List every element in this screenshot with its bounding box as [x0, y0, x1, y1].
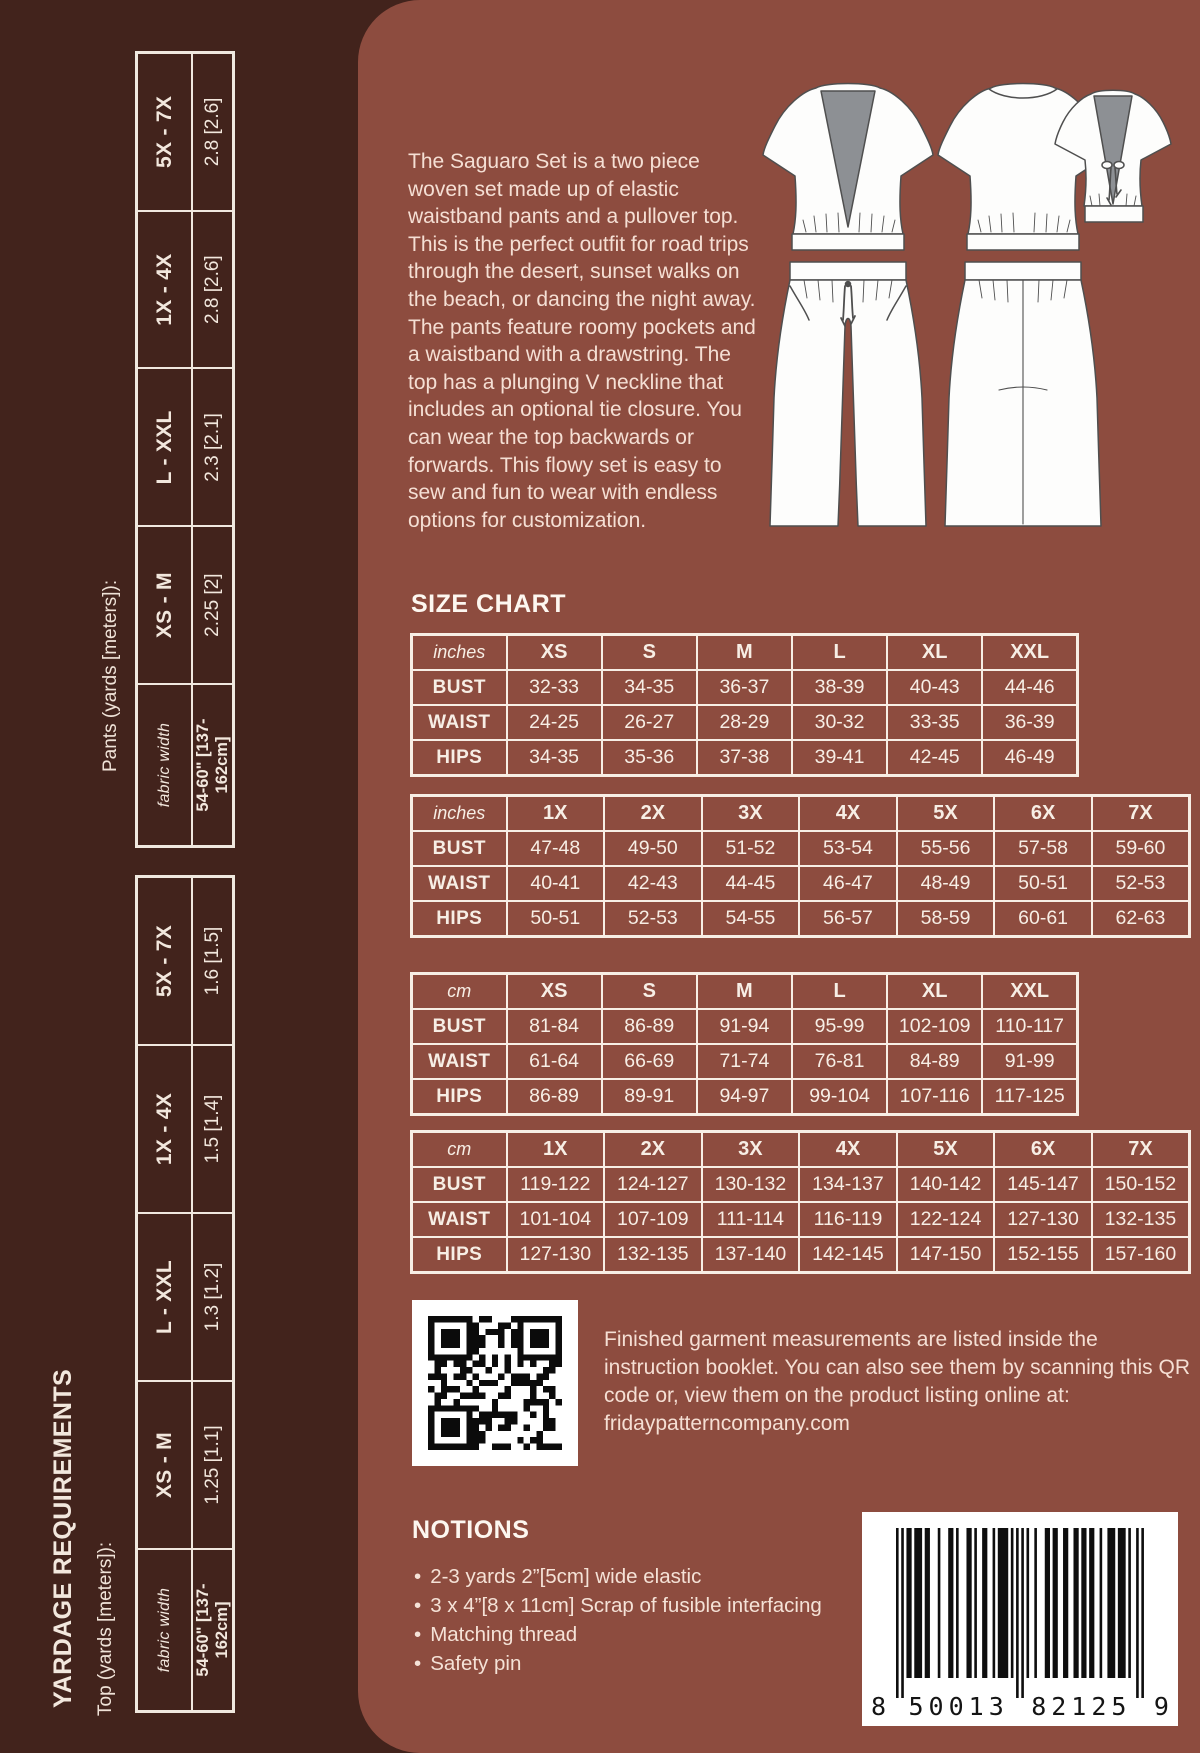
barcode	[862, 1512, 1178, 1726]
yardage-size-header: 1X - 4X	[138, 1046, 193, 1212]
product-description: The Saguaro Set is a two piece woven set made up of elastic waistband pants and a pullover top. This is the perfect outfit for road trips through the desert, sunset walks on the beach, or dancing the night away. The pants feature roomy pockets and a waistband with a drawstring. The top has a plunging V neckline that includes an optional tie closure. You can wear the top backwards or forwards. This flowy set is easy to sew and fun to wear with endless options for customization.	[408, 150, 756, 532]
yardage-column	[138, 212, 232, 370]
yardage-size-header: fabric width	[138, 685, 193, 845]
measurement-value: 117-125	[982, 1079, 1077, 1115]
barcode-digit-check: 9	[1153, 1692, 1169, 1721]
notions-item: • 3 x 4”[8 x 11cm] Scrap of fusible interfacing	[414, 1591, 822, 1620]
measurement-value: 34-35	[507, 740, 602, 776]
measurement-value: 110-117	[982, 1009, 1077, 1044]
yardage-value: 2.8 [2.6]	[201, 255, 223, 324]
measurement-row	[412, 831, 1190, 866]
yardage-column	[138, 1382, 232, 1550]
measurement-value: 46-49	[982, 740, 1077, 776]
yardage-column	[138, 1214, 232, 1382]
size-column-header: 6X	[994, 796, 1092, 832]
garment-illustration	[733, 58, 1193, 558]
measurement-value: 142-145	[799, 1237, 897, 1273]
measurement-value: 134-137	[799, 1167, 897, 1202]
measurement-value: 94-97	[697, 1079, 792, 1115]
size-column-header: L	[792, 974, 887, 1010]
measurement-value: 71-74	[697, 1044, 792, 1079]
yardage-column	[138, 54, 232, 212]
measurement-value: 150-152	[1092, 1167, 1190, 1202]
measurement-value: 40-41	[507, 866, 605, 901]
barcode-digit-system: 8	[871, 1692, 887, 1721]
measurement-value: 35-36	[602, 740, 697, 776]
unit-label: cm	[412, 1132, 507, 1168]
notions-item: • Safety pin	[414, 1649, 822, 1678]
notions-title: NOTIONS	[412, 1516, 530, 1544]
size-column-header: XS	[507, 635, 602, 671]
yardage-column	[138, 685, 232, 845]
measurement-value: 48-49	[897, 866, 995, 901]
measurement-value: 130-132	[702, 1167, 800, 1202]
yardage-column	[138, 527, 232, 685]
size-column-header: 2X	[604, 1132, 702, 1168]
measurement-label: HIPS	[412, 1079, 507, 1115]
measurement-value: 137-140	[702, 1237, 800, 1273]
unit-label: inches	[412, 796, 507, 832]
measurement-label: BUST	[412, 831, 507, 866]
size-column-header: M	[697, 635, 792, 671]
measurement-row	[412, 705, 1078, 740]
measurement-value: 39-41	[792, 740, 887, 776]
measurement-value: 102-109	[887, 1009, 982, 1044]
measurement-label: WAIST	[412, 1202, 507, 1237]
measurement-value: 124-127	[604, 1167, 702, 1202]
measurement-value: 152-155	[994, 1237, 1092, 1273]
yardage-value: 54-60" [137-162cm]	[193, 1583, 231, 1677]
measurement-value: 28-29	[697, 705, 792, 740]
yardage-value: 1.3 [1.2]	[201, 1262, 223, 1332]
size-column-header: M	[697, 974, 792, 1010]
unit-label: inches	[412, 635, 507, 671]
measurement-row	[412, 1009, 1078, 1044]
measurement-value: 42-43	[604, 866, 702, 901]
measurement-value: 127-130	[994, 1202, 1092, 1237]
qr-description: Finished garment measurements are listed inside the instruction booklet. You can also see them by scanning this QR code or, view them on the product listing online at: fridaypatterncompany.com	[604, 1328, 1191, 1435]
measurement-row	[412, 1202, 1190, 1237]
measurement-value: 38-39	[792, 670, 887, 705]
measurement-value: 76-81	[792, 1044, 887, 1079]
size-chart-title: SIZE CHART	[411, 590, 566, 618]
measurement-value: 36-39	[982, 705, 1077, 740]
pants-yardage-label: Pants (yards [meters]):	[100, 579, 121, 772]
measurement-value: 52-53	[1092, 866, 1190, 901]
measurement-value: 119-122	[507, 1167, 605, 1202]
yardage-size-header: fabric width	[138, 1550, 193, 1710]
yardage-size-header: XS - M	[138, 527, 193, 683]
yardage-value: 2.8 [2.6]	[201, 97, 223, 167]
measurement-value: 44-46	[982, 670, 1077, 705]
yardage-value: 1.25 [1.1]	[201, 1425, 223, 1505]
measurement-value: 91-99	[982, 1044, 1077, 1079]
measurement-value: 101-104	[507, 1202, 605, 1237]
pants-yardage-table	[135, 51, 235, 848]
measurement-label: BUST	[412, 1009, 507, 1044]
size-column-header: 1X	[507, 796, 605, 832]
measurement-value: 59-60	[1092, 831, 1190, 866]
measurement-value: 33-35	[887, 705, 982, 740]
size-column-header: L	[792, 635, 887, 671]
measurement-value: 30-32	[792, 705, 887, 740]
yardage-value: 54-60" [137-162cm]	[193, 718, 231, 812]
main-panel	[358, 0, 1200, 1753]
size-column-header: 2X	[604, 796, 702, 832]
measurement-label: WAIST	[412, 1044, 507, 1079]
measurement-value: 52-53	[604, 901, 702, 937]
barcode-digit-right: 82125	[1031, 1692, 1132, 1721]
size-column-header: 4X	[799, 796, 897, 832]
yardage-size-header: L - XXL	[138, 1214, 193, 1380]
yardage-size-header: 1X - 4X	[138, 212, 193, 368]
measurement-value: 53-54	[799, 831, 897, 866]
measurement-label: HIPS	[412, 740, 507, 776]
measurement-value: 86-89	[602, 1009, 697, 1044]
size-column-header: 6X	[994, 1132, 1092, 1168]
yardage-column	[138, 1046, 232, 1214]
measurement-value: 127-130	[507, 1237, 605, 1273]
measurement-value: 34-35	[602, 670, 697, 705]
measurement-value: 95-99	[792, 1009, 887, 1044]
size-column-header: 4X	[799, 1132, 897, 1168]
size-chart-cm-extended	[410, 1130, 1191, 1274]
measurement-label: WAIST	[412, 866, 507, 901]
measurement-value: 132-135	[1092, 1202, 1190, 1237]
size-column-header: 5X	[897, 1132, 995, 1168]
measurement-label: HIPS	[412, 901, 507, 937]
measurement-value: 36-37	[697, 670, 792, 705]
measurement-row	[412, 1079, 1078, 1115]
measurement-value: 122-124	[897, 1202, 995, 1237]
measurement-value: 51-52	[702, 831, 800, 866]
size-column-header: S	[602, 635, 697, 671]
size-column-header: 7X	[1092, 1132, 1190, 1168]
measurement-row	[412, 1167, 1190, 1202]
size-column-header: XXL	[982, 635, 1077, 671]
measurement-value: 46-47	[799, 866, 897, 901]
measurement-value: 54-55	[702, 901, 800, 937]
measurement-value: 147-150	[897, 1237, 995, 1273]
measurement-value: 26-27	[602, 705, 697, 740]
measurement-value: 32-33	[507, 670, 602, 705]
measurement-row	[412, 670, 1078, 705]
yardage-column	[138, 370, 232, 528]
size-column-header: S	[602, 974, 697, 1010]
measurement-value: 40-43	[887, 670, 982, 705]
size-column-header: XL	[887, 635, 982, 671]
yardage-value: 2.3 [2.1]	[201, 413, 223, 482]
measurement-value: 24-25	[507, 705, 602, 740]
measurement-value: 66-69	[602, 1044, 697, 1079]
yardage-value: 1.5 [1.4]	[201, 1094, 223, 1164]
yardage-size-header: 5X - 7X	[138, 878, 193, 1044]
measurement-value: 58-59	[897, 901, 995, 937]
notions-list	[414, 1562, 822, 1678]
measurement-value: 62-63	[1092, 901, 1190, 937]
measurement-value: 132-135	[604, 1237, 702, 1273]
measurement-value: 55-56	[897, 831, 995, 866]
measurement-value: 91-94	[697, 1009, 792, 1044]
measurement-value: 57-58	[994, 831, 1092, 866]
measurement-value: 50-51	[994, 866, 1092, 901]
yardage-size-header: L - XXL	[138, 370, 193, 526]
measurement-value: 84-89	[887, 1044, 982, 1079]
measurement-row	[412, 1237, 1190, 1273]
measurement-label: HIPS	[412, 1237, 507, 1273]
yardage-value: 1.6 [1.5]	[201, 926, 223, 996]
measurement-label: BUST	[412, 1167, 507, 1202]
size-chart-inches-straight	[410, 633, 1079, 777]
size-column-header: 1X	[507, 1132, 605, 1168]
yardage-size-header: XS - M	[138, 1382, 193, 1548]
measurement-value: 107-116	[887, 1079, 982, 1115]
measurement-value: 50-51	[507, 901, 605, 937]
measurement-row	[412, 901, 1190, 937]
yardage-column	[138, 878, 232, 1046]
barcode-digit-left: 50013	[908, 1692, 1009, 1721]
barcode-digits	[862, 1692, 1178, 1721]
top-yardage-table	[135, 875, 235, 1713]
measurement-row	[412, 866, 1190, 901]
measurement-value: 47-48	[507, 831, 605, 866]
measurement-value: 145-147	[994, 1167, 1092, 1202]
measurement-value: 86-89	[507, 1079, 602, 1115]
measurement-value: 99-104	[792, 1079, 887, 1115]
size-column-header: 3X	[702, 796, 800, 832]
qr-code	[412, 1300, 578, 1466]
measurement-value: 60-61	[994, 901, 1092, 937]
size-column-header: 3X	[702, 1132, 800, 1168]
measurement-value: 81-84	[507, 1009, 602, 1044]
measurement-value: 37-38	[697, 740, 792, 776]
front-view-set-drawing	[763, 84, 933, 527]
measurement-value: 116-119	[799, 1202, 897, 1237]
yardage-column	[138, 1550, 232, 1710]
measurement-value: 42-45	[887, 740, 982, 776]
yardage-value: 2.25 [2]	[201, 573, 223, 637]
measurement-value: 157-160	[1092, 1237, 1190, 1273]
size-column-header: XXL	[982, 974, 1077, 1010]
measurement-value: 56-57	[799, 901, 897, 937]
yardage-title: YARDAGE REQUIREMENTS	[49, 1368, 77, 1708]
measurement-label: WAIST	[412, 705, 507, 740]
unit-label: cm	[412, 974, 507, 1010]
measurement-row	[412, 1044, 1078, 1079]
measurement-value: 49-50	[604, 831, 702, 866]
size-column-header: 7X	[1092, 796, 1190, 832]
measurement-value: 111-114	[702, 1202, 800, 1237]
size-chart-cm-straight	[410, 972, 1079, 1116]
yardage-size-header: 5X - 7X	[138, 54, 193, 210]
measurement-label: BUST	[412, 670, 507, 705]
top-yardage-label: Top (yards [meters]):	[95, 1541, 116, 1716]
measurement-value: 140-142	[897, 1167, 995, 1202]
measurement-value: 89-91	[602, 1079, 697, 1115]
size-chart-inches-extended	[410, 794, 1191, 938]
measurement-value: 61-64	[507, 1044, 602, 1079]
notions-item: • Matching thread	[414, 1620, 822, 1649]
notions-item: • 2-3 yards 2”[5cm] wide elastic	[414, 1562, 822, 1591]
size-column-header: 5X	[897, 796, 995, 832]
size-column-header: XL	[887, 974, 982, 1010]
measurement-value: 44-45	[702, 866, 800, 901]
measurement-row	[412, 740, 1078, 776]
measurement-value: 107-109	[604, 1202, 702, 1237]
size-column-header: XS	[507, 974, 602, 1010]
